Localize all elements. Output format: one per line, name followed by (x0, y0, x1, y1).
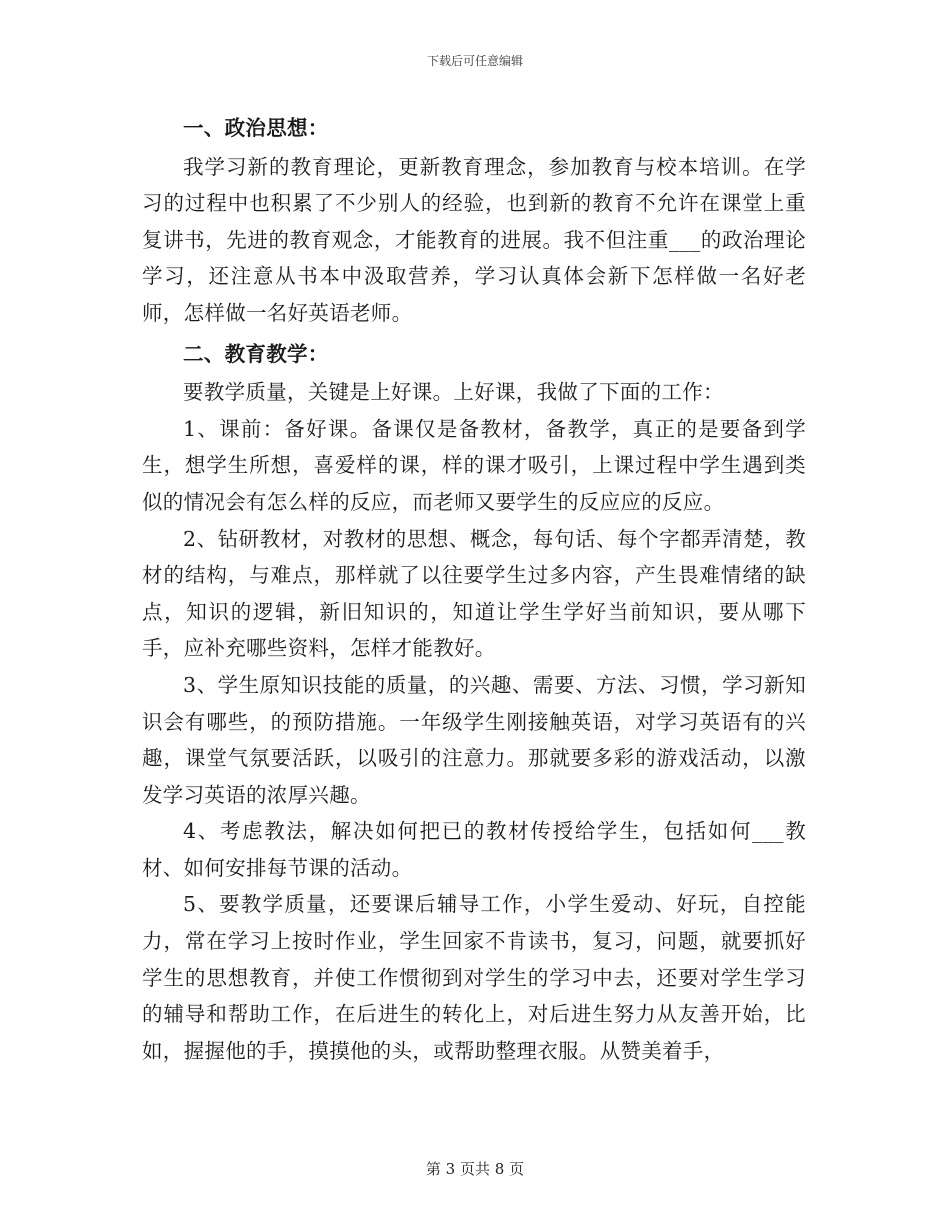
paragraph-item-4: 4、考虑教法，解决如何把已的教材传授给学生，包括如何___教材、如何安排每节课的活动。 (142, 819, 806, 880)
paragraph-item-3: 3、学生原知识技能的质量，的兴趣、需要、方法、习惯，学习新知识会有哪些，的预防措施。一年级学生刚接触英语，对学习英语有的兴趣，课堂气氛要活跃，以吸引的注意力。那就要多彩的游戏活动，以激发学习英语的浓厚兴趣。 (142, 672, 806, 807)
page-number: 第 3 页共 8 页 (425, 1160, 525, 1178)
section-heading-politics: 一、政治思想： (183, 116, 329, 140)
document-body (142, 110, 806, 1069)
section-heading-teaching: 二、教育教学： (183, 341, 329, 366)
paragraph-politics: 我学习新的教育理论，更新教育理念，参加教育与校本培训。在学习的过程中也积累了不少别人的经验，也到新的教育不允许在课堂上重复讲书，先进的教育观念，才能教育的进展。我不但注重___的政治理论学习，还注意从书本中汲取营养，学习认真体会新下怎样做一名好老师，怎样做一名好英语老师。 (142, 154, 806, 325)
paragraph-item-5: 5、要教学质量，还要课后辅导工作，小学生爱动、好玩，自控能力，常在学习上按时作业，学生回家不肯读书，复习，问题，就要抓好学生的思想教育，并使工作惯彻到对学生的学习中去，还要对学生学习的辅导和帮助工作，在后进生的转化上，对后进生努力从友善开始，比如，握握他的手，摸摸他的头，或帮助整理衣服。从赞美着手， (142, 892, 806, 1063)
paragraph-teaching-intro: 要教学质量，关键是上好课。上好课，我做了下面的工作： (183, 380, 724, 405)
page-header-note: 下载后可任意编辑 (426, 54, 523, 68)
paragraph-item-2: 2、钻研教材，对教材的思想、概念，每句话、每个字都弄清楚，教材的结构，与难点，那样就了以往要学生过多内容，产生畏难情绪的缺点，知识的逻辑，新旧知识的，知道让学生学好当前知识，要从哪下手，应补充哪些资料，怎样才能教好。 (142, 526, 806, 661)
paragraph-item-1: 1、课前：备好课。备课仅是备教材，备教学，真正的是要备到学生，想学生所想，喜爱样的课，样的课才吸引，上课过程中学生遇到类似的情况会有怎么样的反应，而老师又要学生的反应应的反应。 (142, 416, 806, 514)
